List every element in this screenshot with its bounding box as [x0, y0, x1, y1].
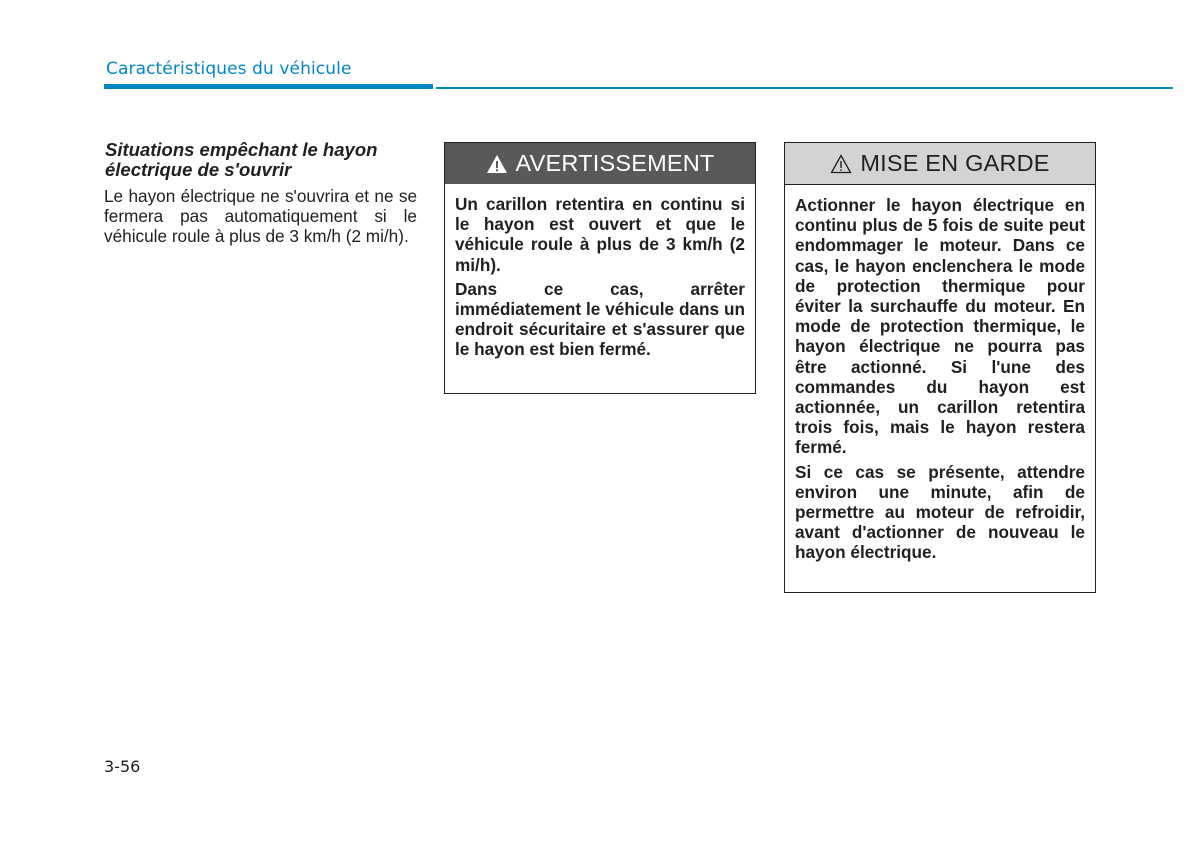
warning-header	[445, 143, 755, 184]
caution-label: MISE EN GARDE	[860, 150, 1050, 176]
warning-label: AVERTISSEMENT	[515, 150, 715, 176]
header-rule-thin	[436, 87, 1173, 89]
caution-paragraph: Si ce cas se présente, attendre environ une minute, afin de permettre au moteur de refroidir, avant d'actionner de nouveau le hayon électrique.	[795, 461, 1085, 563]
caution-box	[784, 142, 1096, 593]
header-rule-thick	[104, 84, 433, 89]
caution-header	[785, 143, 1095, 185]
caution-triangle-icon	[830, 154, 852, 174]
warning-triangle-icon	[486, 154, 508, 174]
caution-body	[785, 185, 1095, 563]
page-number: 3-56	[104, 757, 141, 776]
section-title: Caractéristiques du véhicule	[106, 59, 352, 79]
caution-paragraph: Actionner le hayon électrique en continu plus de 5 fois de suite peut endommager le moteur. Dans ce cas, le hayon enclenchera le mode de protection thermique pour éviter la surchauffe du moteur. En mode de protection thermique, le hayon électrique ne pourra pas être actionné. Si l'une des commandes du hayon est actionnée, un carillon retentira trois fois, mais le hayon restera fermé.	[795, 195, 1085, 458]
warning-paragraph: Un carillon retentira en continu si le hayon est ouvert et que le véhicule roule à plus de 3 km/h (2 mi/h).	[455, 194, 745, 275]
subsection-heading: Situations empêchant le hayon électrique de s'ouvrir	[105, 139, 378, 180]
warning-box	[444, 142, 756, 394]
warning-body	[445, 184, 755, 360]
warning-paragraph: Dans ce cas, arrêter immédiatement le véhicule dans un endroit sécuritaire et s'assurer que le hayon est bien fermé.	[455, 278, 745, 360]
subsection-body: Le hayon électrique ne s'ouvrira et ne se fermera pas automatiquement si le véhicule roule à plus de 3 km/h (2 mi/h).	[104, 186, 417, 247]
